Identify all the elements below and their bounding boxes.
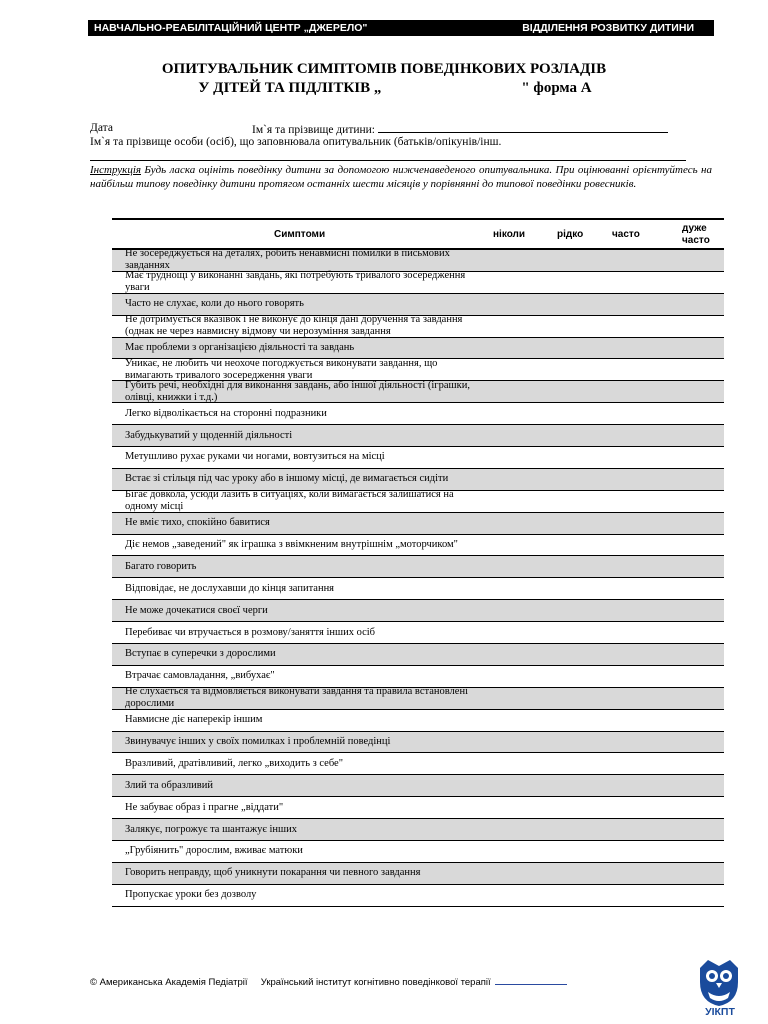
symptom-text: Багато говорить [125, 560, 197, 572]
symptom-text: Не слухається та відмовляється виконувати завдання та правила встановлені дорослими [125, 686, 468, 710]
symptom-text: Злий та образливий [125, 779, 213, 791]
symptom-text: Звинувачує інших у своїх помилках і проблемній поведінці [125, 736, 391, 748]
instruction-text: Будь ласка оцініть поведінку дитини за допомогою нижченаведеного опитувальника. При оцінюванні орієнтуйтесь на найбільш типову поведінку дитини протягом останніх шести місяців у порівнянні до типової поведінки ровесників. [90, 164, 712, 190]
instruction [90, 163, 712, 191]
header-symptoms: Симптоми [274, 229, 326, 240]
table-row[interactable] [112, 775, 724, 797]
footer-link-line [495, 975, 567, 985]
table-row[interactable] [112, 250, 724, 272]
table-row[interactable] [112, 797, 724, 819]
symptom-text: Діє немов „заведений" як іграшка з ввімкненим внутрішнім „моторчиком" [125, 539, 458, 551]
symptom-text: Не може дочекатися своєї черги [125, 604, 268, 616]
table-row[interactable] [112, 469, 724, 491]
symptom-text: Не вміє тихо, спокійно бавитися [125, 517, 270, 529]
header-never: ніколи [493, 229, 526, 240]
table-row[interactable] [112, 819, 724, 841]
symptom-text: Бігає довкола, усюди лазить в ситуаціях, коли вимагається залишатися на одному місці [125, 489, 454, 513]
table-row[interactable] [112, 403, 724, 425]
title-line-2-start: У ДІТЕЙ ТА ПІДЛІТКІВ „ [198, 80, 382, 96]
table-row[interactable] [112, 556, 724, 578]
symptom-text: Не дотримується вказівок і не виконує до кінця дані доручення та завдання (однак не через навмисну відмову чи нерозуміння завдання [125, 314, 463, 338]
instruction-lead: Інструкція [90, 164, 141, 176]
symptom-text: „Грубіянить" дорослим, вживає матюки [125, 845, 303, 857]
respondent-field-line[interactable] [90, 160, 686, 161]
table-row[interactable] [112, 535, 724, 557]
logo-text: УІКПТ [705, 1006, 735, 1018]
table-row[interactable] [112, 294, 724, 316]
table-row[interactable] [112, 513, 724, 535]
symptom-text: Не забуває образ і прагне „віддати" [125, 801, 284, 813]
table-row[interactable] [112, 841, 724, 863]
child-name-field[interactable] [378, 121, 668, 133]
respondent-label: Ім`я та прізвище особи (осіб), що заповнювала опитувальник (батьків/опікунів/інш. [90, 136, 502, 148]
header-center-name: НАВЧАЛЬНО-РЕАБІЛІТАЦІЙНИЙ ЦЕНТР „ДЖЕРЕЛО" [94, 22, 368, 34]
symptom-text: Вступає в суперечки з дорослими [125, 648, 276, 660]
table-header: Симптоми ніколи рідко часто дуже часто [112, 220, 724, 250]
symptom-text: Має труднощі у виконанні завдань, які потребують тривалого зосередження уваги [125, 270, 466, 294]
symptom-text: Має проблеми з організацією діяльності та завдань [125, 342, 355, 353]
header-rarely: рідко [557, 229, 584, 240]
symptom-text: Пропускає уроки без дозволу [125, 889, 257, 901]
symptom-text: Говорить неправду, щоб уникнути покарання чи певного завдання [125, 867, 421, 879]
table-row[interactable] [112, 600, 724, 622]
symptom-text: Залякує, погрожує та шантажує інших [125, 823, 297, 835]
table-row[interactable] [112, 425, 724, 447]
symptom-text: Губить речі, необхідні для виконання завдань, або іншої діяльності (іграшки, олівці, книжки і т.д.) [125, 379, 470, 403]
symptom-text: Відповідає, не дослухавши до кінця запитання [125, 582, 335, 594]
symptom-text: Часто не слухає, коли до нього говорять [125, 298, 304, 310]
page-title [0, 60, 768, 98]
symptom-text: Втрачає самовладання, „вибухає" [125, 670, 275, 682]
table-row[interactable] [112, 447, 724, 469]
table-row[interactable] [112, 491, 724, 513]
table-row[interactable] [112, 578, 724, 600]
title-line-1: ОПИТУВАЛЬНИК СИМПТОМІВ ПОВЕДІНКОВИХ РОЗЛАДІВ [161, 61, 607, 77]
table-row[interactable] [112, 316, 724, 338]
table-row[interactable] [112, 338, 724, 360]
symptom-text: Метушливо рухає руками чи ногами, вовтузиться на місці [125, 451, 385, 463]
table-body [112, 250, 724, 907]
symptom-text: Перебиває чи втручається в розмову/заняття інших осіб [125, 626, 376, 638]
symptom-text: Вразливий, дратівливий, легко „виходить з себе" [125, 757, 343, 769]
title-line-2-end: " форма А [521, 80, 592, 96]
table-row[interactable] [112, 359, 724, 381]
header-bar [88, 20, 714, 36]
header-often: часто [612, 229, 640, 240]
symptom-text: Легко відволікається на сторонні подразники [125, 407, 327, 419]
symptom-table [112, 218, 724, 907]
table-row[interactable] [112, 885, 724, 907]
table-row[interactable] [112, 710, 724, 732]
title-line-2 [0, 79, 768, 98]
footer [90, 975, 567, 989]
table-row[interactable] [112, 644, 724, 666]
footer-copyright: © Американська Академія Педіатрії [90, 977, 248, 988]
table-row[interactable] [112, 622, 724, 644]
table-row[interactable] [112, 272, 724, 294]
symptom-text: Забудькуватий у щоденній діяльності [125, 429, 293, 441]
date-label: Дата [90, 122, 113, 134]
header-department: ВІДДІЛЕННЯ РОЗВИТКУ ДИТИНИ [522, 22, 694, 34]
table-row[interactable] [112, 666, 724, 688]
table-row[interactable] [112, 381, 724, 403]
symptom-text: Уникає, не любить чи неохоче погоджується виконувати завдання, що вимагають тривалого зосередження уваги [125, 357, 438, 381]
footer-institute: Український інститут когнітивно поведінкової терапії [260, 977, 491, 988]
table-row[interactable] [112, 688, 724, 710]
symptom-text: Встає зі стільця під час уроку або в іншому місці, де вимагається сидіти [125, 473, 449, 485]
table-row[interactable] [112, 863, 724, 885]
symptom-text: Навмисне діє наперекір іншим [125, 714, 263, 726]
child-name-label: Ім`я та прізвище дитини: [252, 124, 375, 136]
symptom-text: Не зосереджується на деталях, робить ненавмисні помилки в письмових завданнях [125, 248, 450, 272]
table-row[interactable] [112, 732, 724, 754]
table-row[interactable] [112, 753, 724, 775]
